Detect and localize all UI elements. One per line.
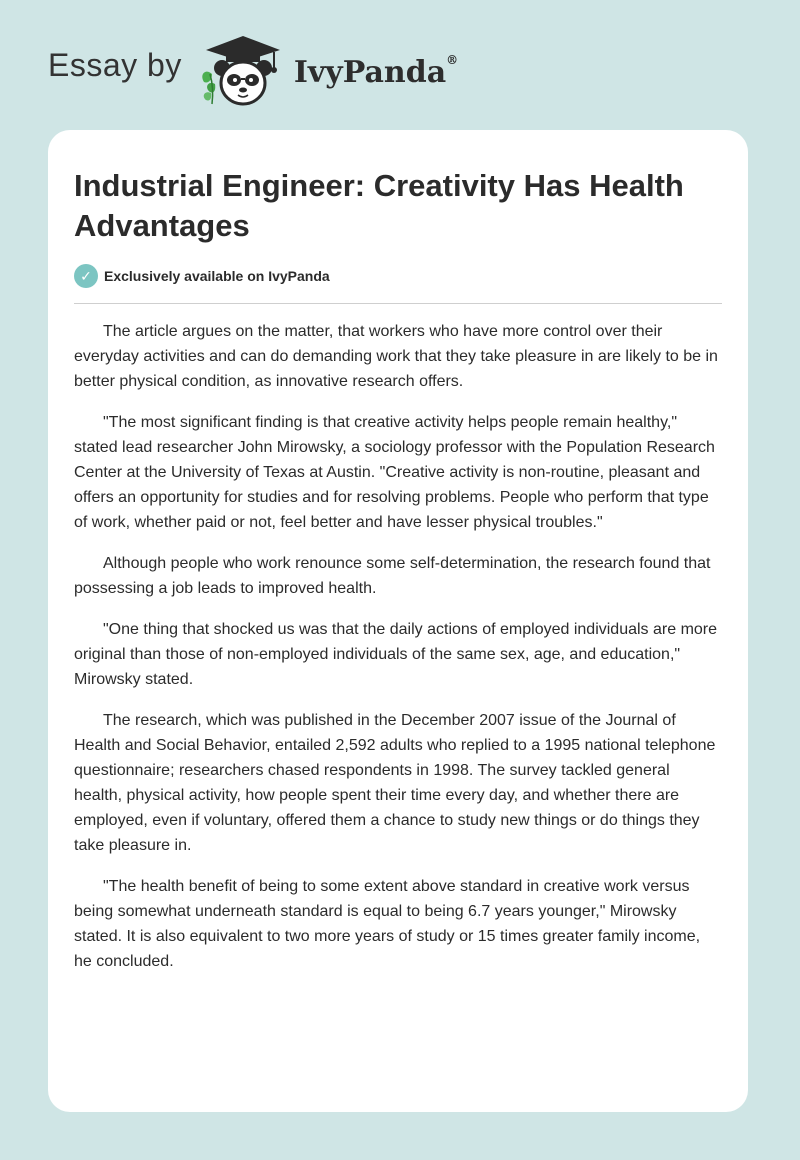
exclusive-badge — [74, 264, 330, 288]
essay-body — [74, 319, 722, 990]
paragraph: "The health benefit of being to some extent above standard in creative work versus being somewhat underneath standard is equal to being 6.7 years younger," Mirowsky stated. It is also equivalent to two more years of study or 15 times greater family income, he concluded. — [74, 878, 701, 970]
site-header — [48, 30, 458, 110]
registered-mark: ® — [446, 52, 459, 67]
brand-name-text: IvyPanda — [293, 54, 447, 90]
exclusive-badge-text: Exclusively available on IvyPanda — [104, 268, 330, 284]
paragraph: The research, which was published in the December 2007 issue of the Journal of Health and Social Behavior, entailed 2,592 adults who replied to a 1995 national telephone questionnaire; researchers chased respondents in 1998. The survey tackled general health, physical activity, how people spent their time every day, and whether there are employed, even if voluntary, offered them a chance to study new things or do things they take pleasure in. — [74, 712, 716, 854]
paragraph: The article argues on the matter, that workers who have more control over their everyday activities and can do demanding work that they take pleasure in are likely to be in better physical condition, as innovative research offers. — [74, 323, 718, 390]
brand-name[interactable] — [293, 52, 459, 90]
check-circle-icon: ✓ — [74, 264, 98, 288]
essay-card — [48, 130, 748, 1112]
paragraph: Although people who work renounce some self-determination, the research found that possessing a job leads to improved health. — [74, 555, 711, 597]
essay-title: Industrial Engineer: Creativity Has Health Advantages — [74, 168, 684, 243]
panda-graduate-icon[interactable] — [198, 30, 288, 110]
divider — [74, 303, 722, 304]
essay-by-label: Essay by — [48, 46, 182, 83]
paragraph: "One thing that shocked us was that the daily actions of employed individuals are more original than those of non-employed individuals of the same sex, age, and education," Mirowsky stated. — [74, 621, 718, 688]
paragraph: "The most significant finding is that creative activity helps people remain healthy," stated lead researcher John Mirowsky, a sociology professor with the Population Research Center at the University of Texas at Austin. "Creative activity is non-routine, pleasant and offers an opportunity for studies and for resolving problems. People who perform that type of work, whether paid or not, feel better and have lesser physical troubles." — [74, 414, 715, 531]
